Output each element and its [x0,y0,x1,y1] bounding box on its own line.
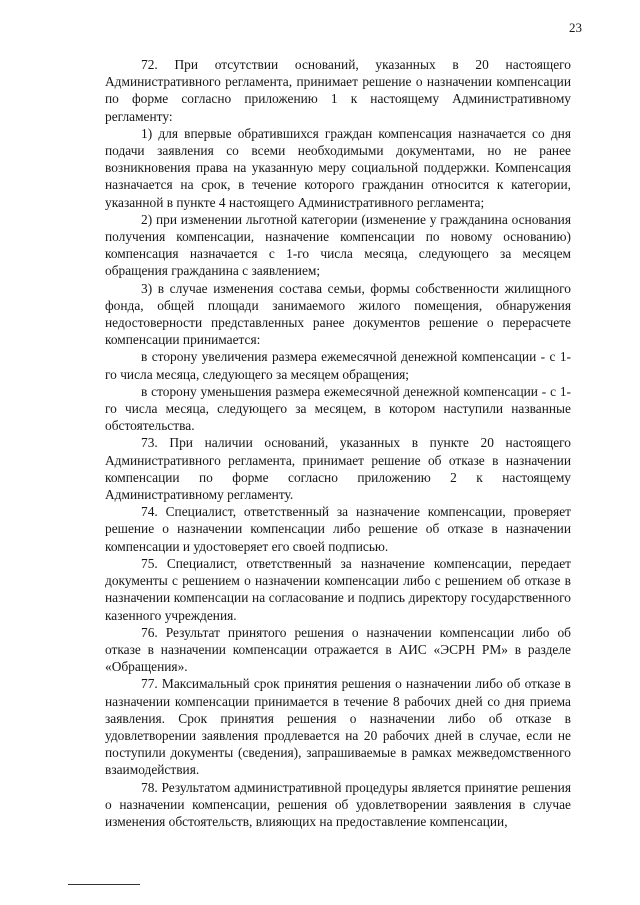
paragraph-73: 73. При наличии оснований, указанных в пункте 20 настоящего Административного регламента, принимает решение об отказе в назначении компенсации по форме согласно приложению 2 к настоящему Административному регламенту. [105,435,571,503]
footer-divider [68,884,140,885]
paragraph-76: 76. Результат принятого решения о назначении компенсации либо об отказе в назначении компенсации отражается в АИС «ЭСРН РМ» в разделе «Обращения». [105,624,571,675]
page-number: 23 [569,20,582,35]
paragraph-72-item-3: 3) в случае изменения состава семьи, формы собственности жилищного фонда, общей площади занимаемого жилого помещения, обнаружения недостоверности представленных ранее документов решение о перерасчете компенсации принимается: [105,280,571,348]
paragraph-75: 75. Специалист, ответственный за назначение компенсации, передает документы с решением о назначении компенсации либо с решением об отказе в назначении компенсации на согласование и подпись директору государственного казенного учреждения. [105,555,571,623]
paragraph-78: 78. Результатом административной процедуры является принятие решения о назначении компенсации, решения об удовлетворении заявления в случае изменения обстоятельств, влияющих на предоставление компенсации, [105,779,571,829]
paragraph-74: 74. Специалист, ответственный за назначение компенсации, проверяет решение о назначении компенсации либо решение об отказе в назначении компенсации и удостоверяет его своей подписью. [105,504,571,554]
paragraph-72-item-1: 1) для впервые обратившихся граждан компенсация назначается со дня подачи заявления со всеми необходимыми документами, но не ранее возникновения права на указанную меру социальной поддержки. Компенсация назначается на срок, в течение которого гражданин относится к категории, указанной в пункте 4 настоящего Административного регламента; [105,125,571,210]
document-body [105,56,571,830]
paragraph-72-decrease: в сторону уменьшения размера ежемесячной денежной компенсации - с 1-го числа месяца, следующего за месяцем, в котором наступили названные обстоятельства. [105,383,571,434]
paragraph-72-item-2: 2) при изменении льготной категории (изменение у гражданина основания получения компенсации, назначение компенсации по новому основанию) компенсация назначается с 1-го числа месяца, следующего за месяцем обращения гражданина с заявлением; [105,211,571,279]
paragraph-72-increase: в сторону увеличения размера ежемесячной денежной компенсации - с 1-го числа месяца, следующего за месяцем обращения; [105,349,571,382]
paragraph-72: 72. При отсутствии оснований, указанных в 20 настоящего Административного регламента, принимает решение о назначении компенсации по форме согласно приложению 1 к настоящему Административному регламенту: [105,57,571,124]
paragraph-77: 77. Максимальный срок принятия решения о назначении либо об отказе в назначении компенсации принимается в течение 8 рабочих дней со дня приема заявления. Срок принятия решения о назначении либо об отказе в удовлетворении заявления продлевается на 20 рабочих дней в случае, если не поступили документы (сведения), запрашиваемые в рамках межведомственного взаимодействия. [105,676,571,778]
